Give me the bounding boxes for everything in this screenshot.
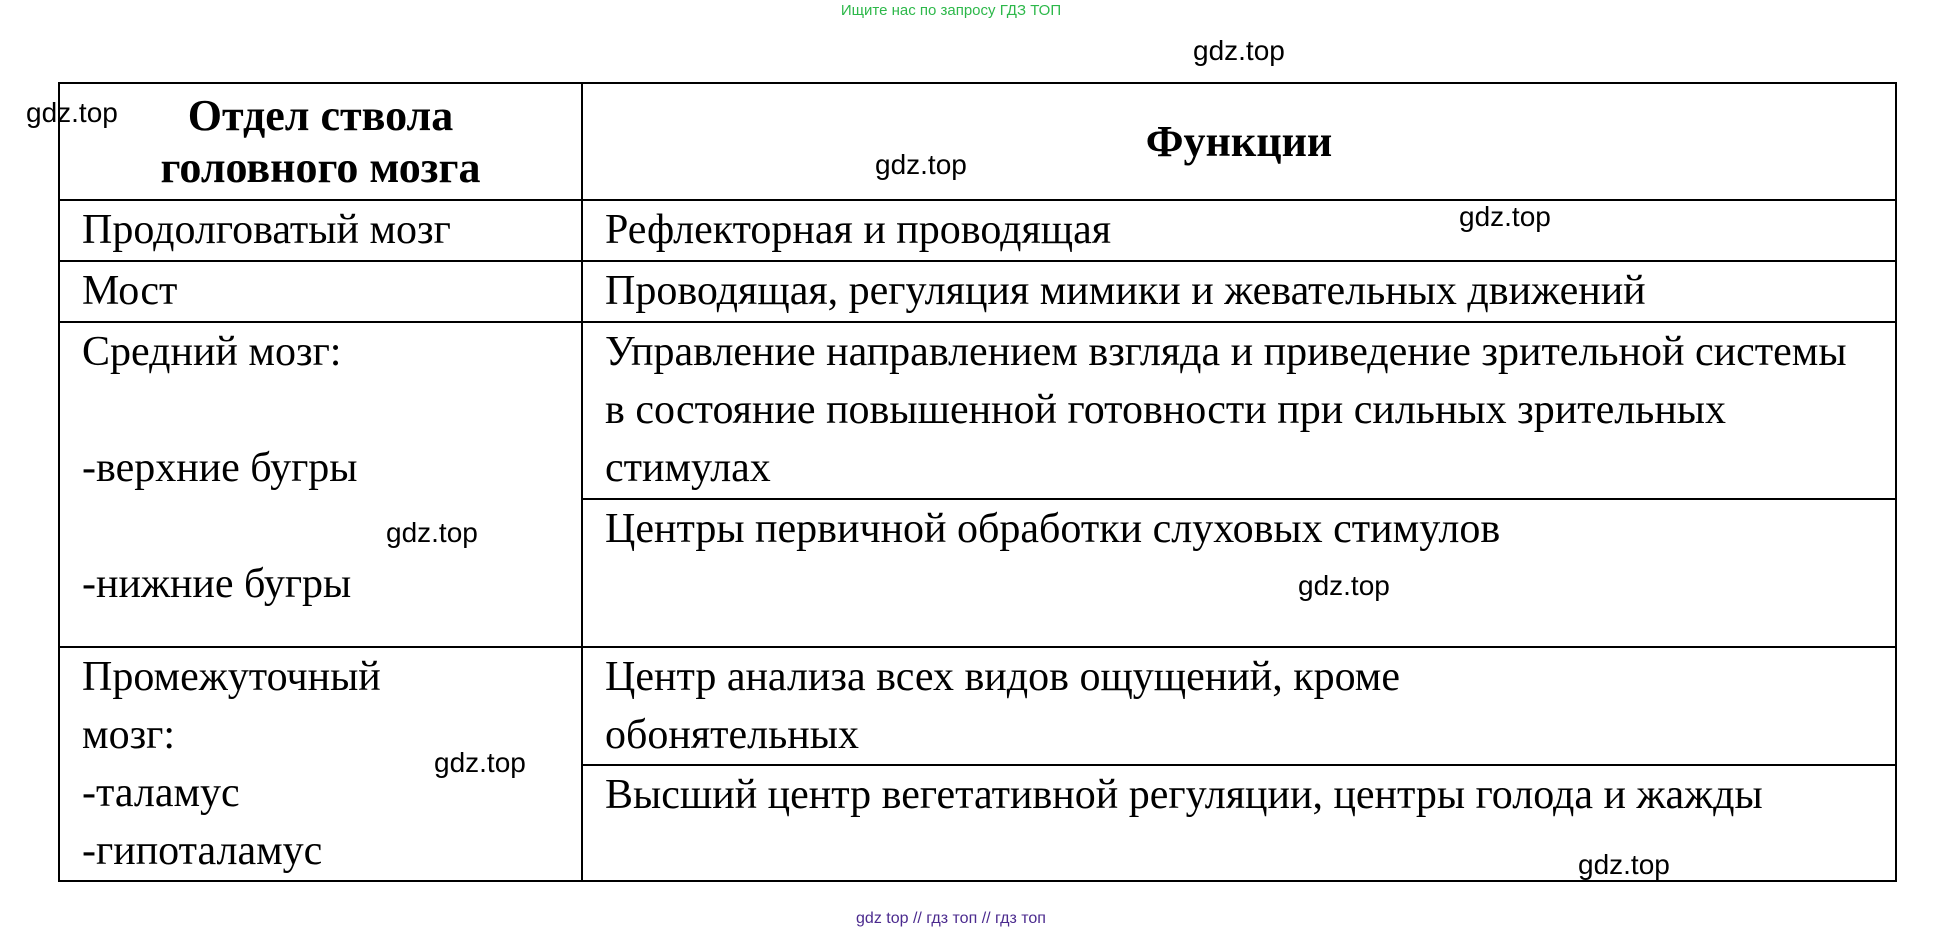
function-text: Высший центр вегетативной регуляции, центры голода и жажды <box>605 772 1763 818</box>
function-cell <box>582 647 1896 765</box>
section-part: -таламус <box>82 770 240 816</box>
header-section-label: Отдел ствола головного мозга <box>160 90 481 192</box>
function-text: Управление направлением взгляда и приведение зрительной системы в состояние повышенной готовности при сильных зрительных стимулах <box>605 329 1847 491</box>
section-cell <box>59 200 582 261</box>
watermark: gdz.top <box>434 747 526 778</box>
function-cell <box>582 322 1896 499</box>
watermark: gdz.top <box>386 517 478 548</box>
function-cell <box>582 200 1896 261</box>
watermark: gdz.top <box>1578 849 1670 880</box>
function-cell <box>582 499 1896 647</box>
section-cell <box>59 261 582 322</box>
function-cell <box>582 261 1896 322</box>
function-text: Рефлекторная и проводящая <box>605 207 1112 253</box>
header-section <box>59 83 582 200</box>
section-part: -нижние бугры <box>82 561 352 607</box>
watermark: gdz.top <box>26 97 118 128</box>
watermark: gdz.top <box>1193 35 1285 66</box>
section-cell <box>59 322 582 647</box>
top-banner[interactable]: Ищите нас по запросу ГДЗ ТОП <box>840 2 1062 19</box>
section-name: Мост <box>82 268 178 314</box>
function-text: Проводящая, регуляция мимики и жевательных движений <box>605 268 1646 314</box>
function-text: Центр анализа всех видов ощущений, кроме обонятельных <box>605 654 1401 758</box>
table-row <box>59 261 1896 322</box>
section-part: -гипоталамус <box>82 828 323 874</box>
watermark: gdz.top <box>1298 570 1390 601</box>
table-row <box>59 200 1896 261</box>
table-row <box>59 647 1896 765</box>
watermark: gdz.top <box>875 149 967 180</box>
section-name: Промежуточный мозг: <box>82 654 381 758</box>
header-functions <box>582 83 1896 200</box>
function-cell <box>582 765 1896 881</box>
section-name: Продолговатый мозг <box>82 207 451 253</box>
table-header-row <box>59 83 1896 200</box>
section-part: -верхние бугры <box>82 445 358 491</box>
header-functions-label: Функции <box>1145 116 1333 166</box>
footer-links[interactable]: gdz top // гдз топ // гдз топ <box>856 910 1046 927</box>
brain-stem-functions-table <box>58 82 1897 882</box>
section-name: Средний мозг: <box>82 329 342 375</box>
watermark: gdz.top <box>1459 201 1551 232</box>
table-row <box>59 322 1896 499</box>
function-text: Центры первичной обработки слуховых стимулов <box>605 506 1501 552</box>
